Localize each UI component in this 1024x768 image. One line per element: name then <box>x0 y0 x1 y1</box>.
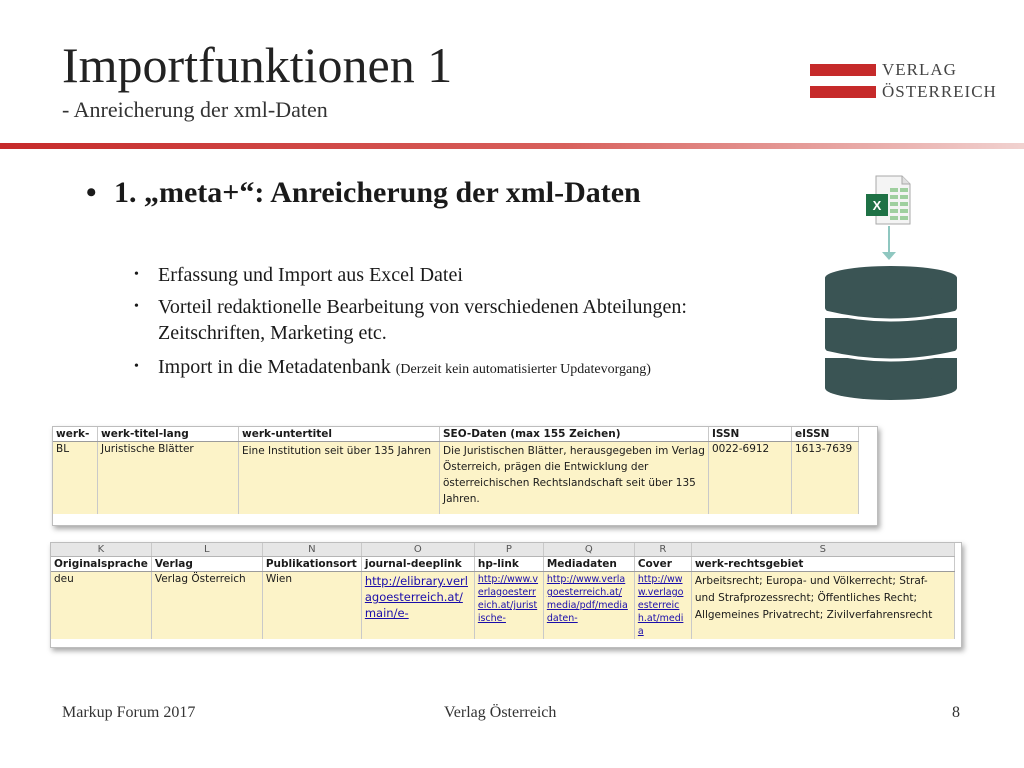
logo-text-line2: ÖSTERREICH <box>882 82 997 101</box>
logo-bar-bottom <box>810 86 876 98</box>
logo-bar-top <box>810 64 876 76</box>
page-number: 8 <box>952 704 960 721</box>
sheet2-column-letter: P <box>474 543 543 557</box>
sheet1-cell: Juristische Blätter <box>98 442 239 515</box>
import-arrowhead <box>882 252 896 260</box>
mediadaten-link[interactable]: http://www.verlagoesterreich.at/media/pdf/mediadaten- <box>546 574 628 624</box>
sheet2-column-letter: N <box>262 543 361 557</box>
sub-bullet-note: (Derzeit kein automatisierter Updatevorgang) <box>395 362 651 377</box>
sheet1-cell: BL <box>53 442 98 515</box>
sheet1-header: ISSN <box>709 427 792 442</box>
sheet2-column-letter: R <box>634 543 691 557</box>
sheet1-cell: 1613-7639 <box>792 442 859 515</box>
sub-bullet-text: Erfassung und Import aus Excel Datei <box>158 264 463 286</box>
slide-subtitle: - Anreicherung der xml-Daten <box>62 97 328 122</box>
hp-link[interactable]: http://www.verlagoesterreich.at/juristische- <box>477 574 539 624</box>
bullet-dot: • <box>134 267 139 282</box>
verlag-logo <box>810 60 997 102</box>
sheet2-column-letter: O <box>361 543 474 557</box>
bullet-dot: • <box>134 299 139 314</box>
footer-center: Verlag Österreich <box>444 704 557 721</box>
excel-screenshot-1 <box>52 426 878 526</box>
sheet1-cell: Die Juristischen Blätter, herausgegeben im Verlag Österreich, prägen die Entwicklung der österreichischen Rechtslandschaft seit über 135 Jahren. <box>440 442 709 515</box>
sheet2-cell: deu <box>51 572 151 640</box>
sheet2-header: hp-link <box>474 557 543 572</box>
main-bullet-text: 1. „meta+“: Anreicherung der xml-Daten <box>114 176 641 209</box>
sheet2-header: Originalsprache <box>51 557 151 572</box>
sheet1-cell: Eine Institution seit über 135 Jahren <box>239 442 440 515</box>
sub-bullet-text: Vorteil redaktionelle Bearbeitung von verschiedenen Abteilungen: Zeitschriften, Marketing etc. <box>158 296 687 344</box>
sheet1-header: werk- <box>53 427 98 442</box>
title-underline <box>0 143 1024 149</box>
sheet2-header: werk-rechtsgebiet <box>691 557 954 572</box>
sheet2-cell: Verlag Österreich <box>151 572 262 640</box>
sub-bullet-3-line <box>158 354 758 383</box>
sheet2-column-letter: K <box>51 543 151 557</box>
bullet-dot: • <box>134 359 139 374</box>
sheet1-cell: 0022-6912 <box>709 442 792 515</box>
sheet1-header: eISSN <box>792 427 859 442</box>
excel-file-icon <box>866 174 912 226</box>
sub-bullet-text: Import in die Metadatenbank <box>158 356 391 378</box>
sheet2-cell: Wien <box>262 572 361 640</box>
sheet2-column-letter: L <box>151 543 262 557</box>
sheet1-header: werk-titel-lang <box>98 427 239 442</box>
sheet2-column-letter: S <box>691 543 954 557</box>
cover-link[interactable]: http://www.verlagoesterreich.at/media <box>637 574 684 637</box>
journal-deeplink[interactable]: http://elibrary.verlagoesterreich.at/main/e- <box>364 574 468 620</box>
sheet2-header: Cover <box>634 557 691 572</box>
excel-screenshot-2 <box>50 542 962 648</box>
bullet-dot: • <box>86 176 97 209</box>
sheet2-header: journal-deeplink <box>361 557 474 572</box>
sheet1-header: werk-untertitel <box>239 427 440 442</box>
sheet1-header: SEO-Daten (max 155 Zeichen) <box>440 427 709 442</box>
sheet2-header: Mediadaten <box>543 557 634 572</box>
slide-title: Importfunktionen 1 <box>62 37 453 93</box>
sheet2-column-letter: Q <box>543 543 634 557</box>
sheet2-cell: Arbeitsrecht; Europa- und Völkerrecht; Straf- und Strafprozessrecht; Öffentliches Recht; Allgemeines Privatrecht; Zivilverfahrensrecht <box>691 572 954 640</box>
logo-text-line1: VERLAG <box>882 60 957 79</box>
sheet2-header: Publikationsort <box>262 557 361 572</box>
sheet2-header: Verlag <box>151 557 262 572</box>
svg-text:X: X <box>872 198 882 213</box>
database-icon <box>822 262 960 412</box>
footer-left: Markup Forum 2017 <box>62 704 196 721</box>
